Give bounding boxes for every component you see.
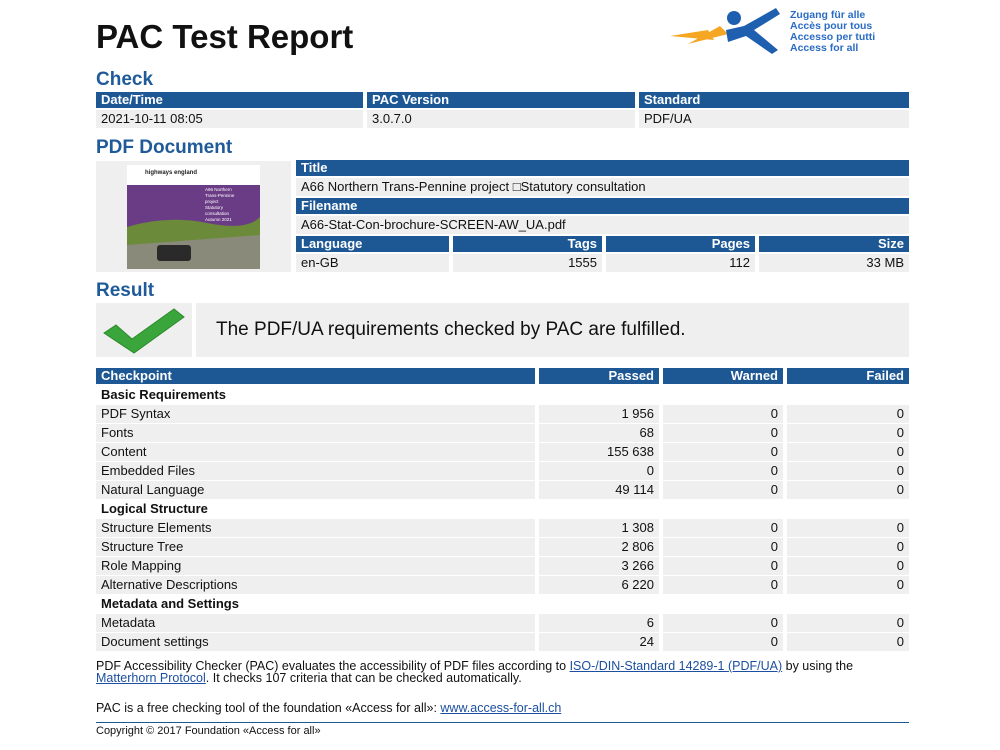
passed-header: Passed (539, 368, 659, 384)
pac-version-header: PAC Version (367, 92, 635, 108)
failed-count: 0 (787, 462, 909, 480)
matterhorn-protocol-link[interactable]: Matterhorn Protocol (96, 671, 206, 685)
checkpoint-label: Alternative Descriptions (96, 576, 535, 594)
standard-header: Standard (639, 92, 909, 108)
warned-count: 0 (663, 424, 783, 442)
failed-count: 0 (787, 633, 909, 651)
logo-figure-icon (668, 6, 788, 54)
datetime-header: Date/Time (96, 92, 363, 108)
checkpoint-label: Document settings (96, 633, 535, 651)
logo-line: Zugang für alle (790, 9, 866, 21)
logo-line: Access for all (790, 42, 859, 54)
failed-count: 0 (787, 576, 909, 594)
thumbnail-cover-text: A66 Northern Trans-Pennine project Statutory consultation Autumn 2021 (205, 187, 235, 222)
warned-count: 0 (663, 557, 783, 575)
language-value: en-GB (296, 254, 449, 272)
failed-count: 0 (787, 443, 909, 461)
checkpoint-label: Structure Tree (96, 538, 535, 556)
document-title-value: A66 Northern Trans-Pennine project □Statutory consultation (296, 178, 909, 196)
passed-count: 2 806 (539, 538, 659, 556)
title-header: Title (296, 160, 909, 176)
free-tool-paragraph: PAC is a free checking tool of the foundation «Access for all»: www.access-for-all.ch (96, 701, 562, 715)
checkpoint-group-heading: Logical Structure (101, 501, 208, 516)
passed-count: 6 (539, 614, 659, 632)
checkpoint-header: Checkpoint (96, 368, 535, 384)
failed-count: 0 (787, 519, 909, 537)
failed-count: 0 (787, 405, 909, 423)
checkpoint-label: PDF Syntax (96, 405, 535, 423)
checkpoint-label: Metadata (96, 614, 535, 632)
failed-count: 0 (787, 614, 909, 632)
warned-count: 0 (663, 443, 783, 461)
checkpoint-group-heading: Basic Requirements (101, 387, 226, 402)
warned-count: 0 (663, 576, 783, 594)
access-for-all-logo (668, 6, 918, 54)
checkpoint-group-heading: Metadata and Settings (101, 596, 239, 611)
tags-value: 1555 (453, 254, 602, 272)
checkpoint-label: Natural Language (96, 481, 535, 499)
failed-header: Failed (787, 368, 909, 384)
result-box (96, 303, 909, 357)
failed-count: 0 (787, 424, 909, 442)
filename-header: Filename (296, 198, 909, 214)
passed-count: 0 (539, 462, 659, 480)
checkpoint-label: Embedded Files (96, 462, 535, 480)
size-value: 33 MB (759, 254, 909, 272)
check-heading: Check (96, 69, 154, 90)
passed-count: 6 220 (539, 576, 659, 594)
iso-standard-link[interactable]: ISO-/DIN-Standard 14289-1 (PDF/UA) (569, 659, 783, 673)
passed-count: 68 (539, 424, 659, 442)
warned-count: 0 (663, 538, 783, 556)
checkmark-icon (96, 303, 192, 357)
datetime-value: 2021-10-11 08:05 (96, 110, 363, 128)
footer-divider (96, 722, 909, 723)
result-message: The PDF/UA requirements checked by PAC are fulfilled. (196, 303, 909, 357)
filename-value: A66-Stat-Con-brochure-SCREEN-AW_UA.pdf (296, 216, 909, 234)
warned-count: 0 (663, 481, 783, 499)
standard-value: PDF/UA (639, 110, 909, 128)
passed-count: 1 956 (539, 405, 659, 423)
report-title: PAC Test Report (96, 18, 354, 55)
passed-count: 1 308 (539, 519, 659, 537)
result-heading: Result (96, 280, 155, 301)
checkpoint-label: Content (96, 443, 535, 461)
failed-count: 0 (787, 538, 909, 556)
tags-header: Tags (453, 236, 602, 252)
warned-count: 0 (663, 462, 783, 480)
document-thumbnail (96, 161, 291, 272)
pac-version-value: 3.0.7.0 (367, 110, 635, 128)
warned-count: 0 (663, 519, 783, 537)
warned-count: 0 (663, 633, 783, 651)
description-paragraph: PDF Accessibility Checker (PAC) evaluates the accessibility of PDF files according to ISO-/DIN-Standard 14289-1 (PDF/UA) by using the Matterhorn Protocol. It checks 107 criteria that can be checked automatically. (96, 659, 854, 685)
passed-count: 155 638 (539, 443, 659, 461)
pages-header: Pages (606, 236, 755, 252)
pdf-document-heading: PDF Document (96, 137, 233, 158)
checkpoint-label: Role Mapping (96, 557, 535, 575)
thumbnail-brand: highways england (145, 170, 198, 176)
warned-header: Warned (663, 368, 783, 384)
size-header: Size (759, 236, 909, 252)
passed-count: 24 (539, 633, 659, 651)
logo-line: Accès pour tous (790, 20, 873, 32)
logo-line: Accesso per tutti (790, 31, 876, 43)
failed-count: 0 (787, 557, 909, 575)
warned-count: 0 (663, 614, 783, 632)
checkpoint-label: Fonts (96, 424, 535, 442)
language-header: Language (296, 236, 449, 252)
warned-count: 0 (663, 405, 783, 423)
checkpoint-label: Structure Elements (96, 519, 535, 537)
access-for-all-link[interactable]: www.access-for-all.ch (440, 701, 562, 715)
copyright: Copyright © 2017 Foundation «Access for all» (96, 725, 321, 737)
pages-value: 112 (606, 254, 755, 272)
passed-count: 49 114 (539, 481, 659, 499)
passed-count: 3 266 (539, 557, 659, 575)
failed-count: 0 (787, 481, 909, 499)
